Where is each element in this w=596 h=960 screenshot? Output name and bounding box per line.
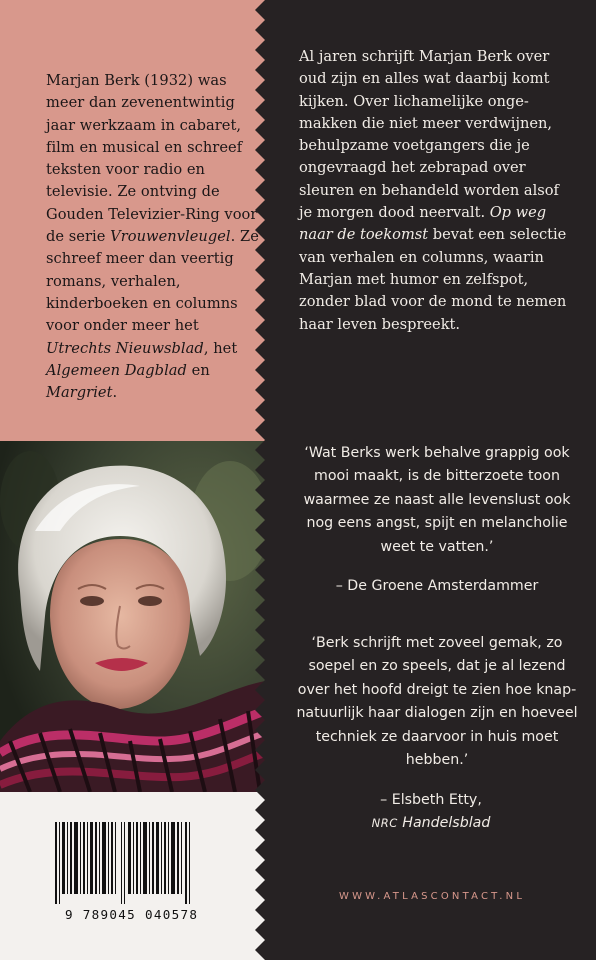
quote-source-2-name: – Elsbeth Etty,	[380, 792, 482, 808]
series-title: Vrouwenvleugel	[110, 228, 231, 246]
isbn-number: 9 789045 040578	[65, 907, 199, 922]
zigzag-edge	[255, 0, 279, 960]
website-link[interactable]: WWW.ATLASCONTACT.NL	[339, 891, 526, 902]
author-photo	[0, 441, 265, 792]
quote-source-2-paper: NRC Handelsblad	[371, 815, 491, 831]
barcode	[45, 812, 203, 932]
author-bio: Marjan Berk (1932) was meer dan zevenentwintig jaar werkzaam in cabaret, film en musical en schreef teksten voor radio en televisie. Ze ontving de Gouden Televizier-Ring voor de serie Vrouwenvleugel. Ze schreef meer dan veertig romans, verhalen, kinderboeken en columns voor onder meer het Utrechts Nieuwsblad, het Algemeen Dagblad en Margriet.	[46, 72, 259, 402]
newspaper-utrecht: Utrechts Nieuwsblad	[46, 339, 204, 357]
barcode-bars	[55, 822, 193, 904]
review-quote-2	[292, 632, 582, 772]
magazine-margriet: Margriet	[46, 384, 113, 402]
book-title: Op weg naar de toekomst	[299, 204, 547, 244]
book-blurb: Al jaren schrijft Marjan Berk over oud zijn en alles wat daarbij komt kijken. Over lichamelijke ongemakken die niet meer verdwijnen, behulpzame voetgangers die je ongevraagd het zebrapad over sleuren en behandeld worden alsof je morgen dood neervalt. Op weg naar de toekomst bevat een selectie van verhalen en columns, waarin Marjan met humor en zelfspot, zonder blad voor de mond te nemen haar leven bespreekt.	[299, 48, 567, 333]
quote-source-1: – De Groene Amsterdammer	[335, 578, 539, 594]
bio-panel	[0, 0, 265, 441]
review-quote-1	[292, 442, 582, 559]
quote-text-2: ‘Berk schrijft met zoveel gemak, zo soepel en zo speels, dat je al lezend over het hoofd dreigt te zien hoe knap-natuurlijk haar dialogen zijn en hoeveel techniek ze daarvoor in huis moet hebben.’	[296, 635, 578, 769]
barcode-panel	[0, 792, 265, 960]
quote-text-1: ‘Wat Berks werk behalve grappig ook mooi maakt, is de bitterzoete toon waarmee ze naast alle levenslust ook nog eens angst, spijt en melancholie weet te vatten.’	[303, 445, 571, 555]
newspaper-ad: Algemeen Dagblad	[46, 361, 187, 379]
